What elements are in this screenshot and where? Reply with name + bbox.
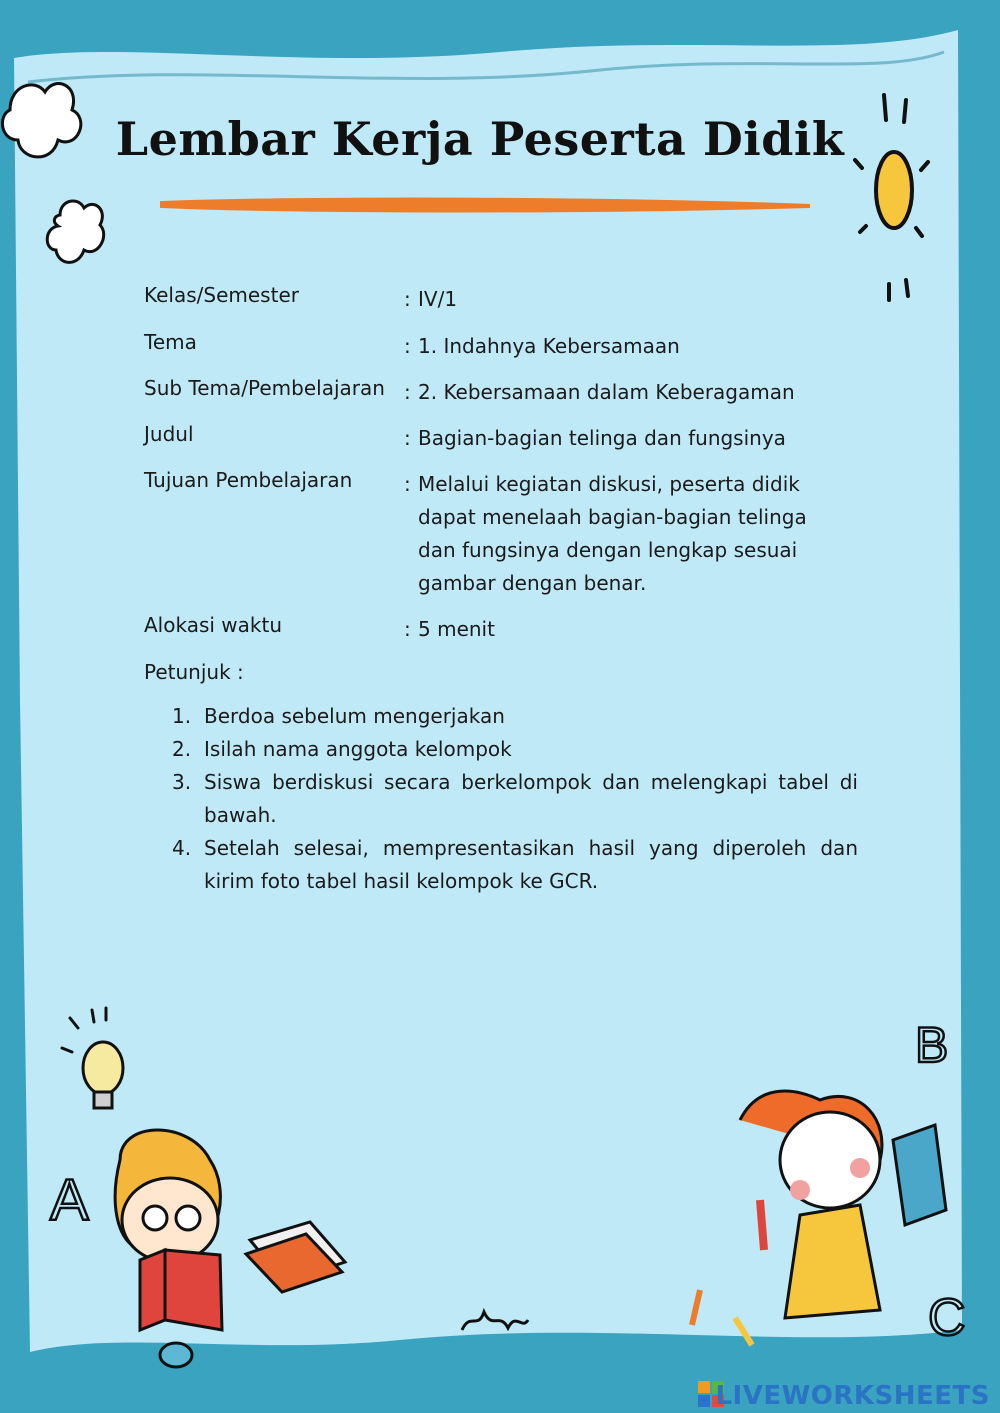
letter-c-decoration: C: [928, 1289, 966, 1347]
info-label: Alokasi waktu: [144, 613, 283, 637]
info-label: Sub Tema/Pembelajaran: [144, 376, 385, 400]
list-item: 4. Setelah selesai, mempresentasikan hasil yang diperoleh dan kirim foto tabel hasil kelompok ke GCR.: [172, 836, 858, 893]
list-item: 1. Berdoa sebelum mengerjakan: [172, 704, 505, 728]
letter-a-decoration: A: [50, 1168, 89, 1233]
instructions-list: [172, 700, 858, 898]
list-item: 2. Isilah nama anggota kelompok: [172, 737, 512, 761]
info-label: Tujuan Pembelajaran: [144, 468, 353, 492]
info-label: Judul: [144, 422, 194, 446]
info-value: 5 menit: [418, 617, 495, 641]
books-illustration: [246, 1222, 345, 1292]
list-item: 3. Siswa berdiskusi secara berkelompok dan melengkapi tabel di bawah.: [172, 770, 858, 827]
lightbulb-icon: [62, 1008, 123, 1108]
letter-b-decoration: B: [915, 1017, 949, 1073]
watermark-text: LIVEWORKSHEETS: [715, 1381, 990, 1411]
info-label: Tema: [144, 330, 197, 354]
info-value: Bagian-bagian telinga dan fungsinya: [418, 426, 786, 450]
info-value: 2. Kebersamaan dalam Keberagaman: [418, 380, 795, 404]
page-title: Lembar Kerja Peserta Didik: [115, 112, 845, 166]
boy-reading-illustration: [115, 1130, 222, 1367]
info-value: 1. Indahnya Kebersamaan: [418, 334, 680, 358]
info-value: IV/1: [418, 287, 458, 311]
girl-illustration: [692, 1091, 946, 1345]
info-value: Melalui kegiatan diskusi, peserta didik dapat menelaah bagian-bagian telinga dan fungsinya dengan lengkap sesuai gambar dengan benar.: [418, 472, 807, 595]
cloud-icon: [47, 201, 103, 262]
worksheet-page: A B C Lembar Kerja Peserta Didik Kelas/Semester : IV/1 Tema : 1. Indahnya Kebersamaan Sub Tema/Pembelajaran : 2. Kebersamaan dalam Keberagaman Judul : Bagian-bagian telinga dan fungsinya Tujuan Pembelajaran : Melalui kegiatan diskusi, peserta didik dapat menelaah bagian-bagian telinga dan fungsinya dengan lengkap sesuai gambar dengan benar. Alokasi waktu : 5 menit Petunjuk : 1. Berdoa sebelum mengerjakan 2. Isilah nama anggota kelompok 3. Siswa berdiskusi secara berkelompok dan melengkapi tabel di bawah. 4. Setelah selesai, mempresentasikan hasil yang diperoleh dan kirim foto tabel hasil kelompok ke GCR. LIVEWORKSHEETS: [0, 0, 1000, 1413]
info-label: Kelas/Semester: [144, 283, 299, 307]
